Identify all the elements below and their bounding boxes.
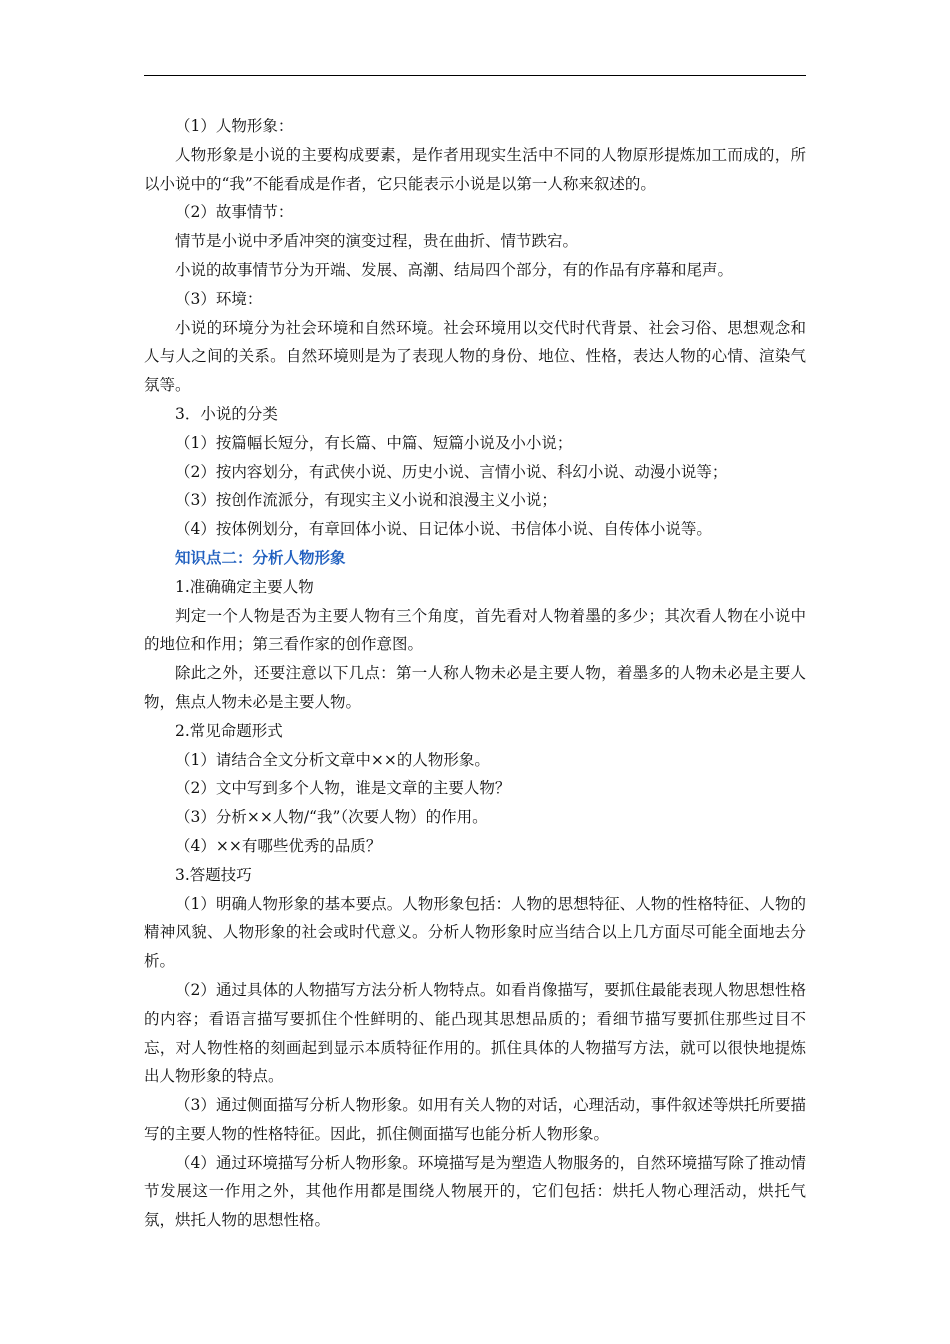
paragraph-skill-3: （3）通过侧面描写分析人物形象。如用有关人物的对话，心理活动，事件叙述等烘托所要描写的主要人物的性格特征。因此，抓住侧面描写也能分析人物形象。 (144, 1096, 806, 1143)
paragraph-skill-4: （4）通过环境描写分析人物形象。环境描写是为塑造人物服务的，自然环境描写除了推动情节发展这一作用之外，其他作用都是围绕人物展开的，它们包括：烘托人物心理活动，烘托气氛，烘托人物的思想性格。 (144, 1153, 806, 1230)
paragraph-character-image: 人物形象是小说的主要构成要素，是作者用现实生活中不同的人物原形提炼加工而成的，所以小说中的“我”不能看成是作者，它只能表示小说是以第一人称来叙述的。 (144, 145, 806, 193)
list-item-question-3: （3）分析××人物/“我”（次要人物）的作用。 (175, 808, 488, 827)
list-item-by-school: （3）按创作流派分，有现实主义小说和浪漫主义小说； (175, 491, 557, 510)
document-body (144, 112, 806, 1235)
paragraph-environment: 小说的环境分为社会环境和自然环境。社会环境用以交代时代背景、社会习俗、思想观念和人与人之间的关系。自然环境则是为了表现人物的身份、地位、性格，表达人物的心情、渲染气氛等。 (144, 318, 806, 395)
paragraph-skill-2: （2）通过具体的人物描写方法分析人物特点。如看肖像描写，要抓住最能表现人物思想性格的内容；看语言描写要抓住个性鲜明的、能凸现其思想品质的；看细节描写要抓住那些过目不忘，对人物性格的刻画起到显示本质特征作用的。抓住具体的人物描写方法，就可以很快地提炼出人物形象的特点。 (144, 980, 806, 1086)
header-rule (144, 75, 806, 76)
paragraph-skill-1: （1）明确人物形象的基本要点。人物形象包括：人物的思想特征、人物的性格特征、人物的精神风貌、人物形象的社会或时代意义。分析人物形象时应当结合以上几方面尽可能全面地去分析。 (144, 894, 806, 971)
subheading-environment: （3）环境： (175, 289, 263, 308)
list-item-by-content: （2）按内容划分，有武侠小说、历史小说、言情小说、科幻小说、动漫小说等； (175, 462, 728, 481)
list-item-question-2: （2）文中写到多个人物，谁是文章的主要人物？ (175, 779, 511, 798)
subheading-character-image: （1）人物形象： (175, 117, 294, 135)
list-item-question-1: （1）请结合全文分析文章中××的人物形象。 (175, 750, 490, 769)
paragraph-main-character-notes: 除此之外，还要注意以下几点：第一人称人物未必是主要人物，着墨多的人物未必是主要人物，焦点人物未必是主要人物。 (144, 664, 806, 711)
section-heading-knowledge-point-two: 知识点二：分析人物形象 (175, 547, 346, 567)
subheading-answer-skills: 3.答题技巧 (175, 865, 252, 884)
paragraph-main-character-angles: 判定一个人物是否为主要人物有三个角度，首先看对人物着墨的多少；其次看人物在小说中的地位和作用；第三看作家的创作意图。 (144, 606, 806, 654)
subheading-question-forms: 2.常见命题形式 (175, 721, 283, 740)
list-item-by-form: （4）按体例划分，有章回体小说、日记体小说、书信体小说、自传体小说等。 (175, 520, 712, 539)
subheading-main-character: 1.准确确定主要人物 (175, 577, 314, 596)
list-item-by-length: （1）按篇幅长短分，有长篇、中篇、短篇小说及小小说； (175, 433, 573, 452)
subheading-plot: （2）故事情节： (175, 203, 294, 222)
paragraph-plot-parts: 小说的故事情节分为开端、发展、高潮、结局四个部分，有的作品有序幕和尾声。 (175, 260, 734, 279)
list-item-question-4: （4）××有哪些优秀的品质？ (175, 836, 382, 855)
subheading-classification: 3．小说的分类 (175, 404, 278, 423)
paragraph-plot-definition: 情节是小说中矛盾冲突的演变过程，贵在曲折、情节跌宕。 (175, 232, 579, 251)
